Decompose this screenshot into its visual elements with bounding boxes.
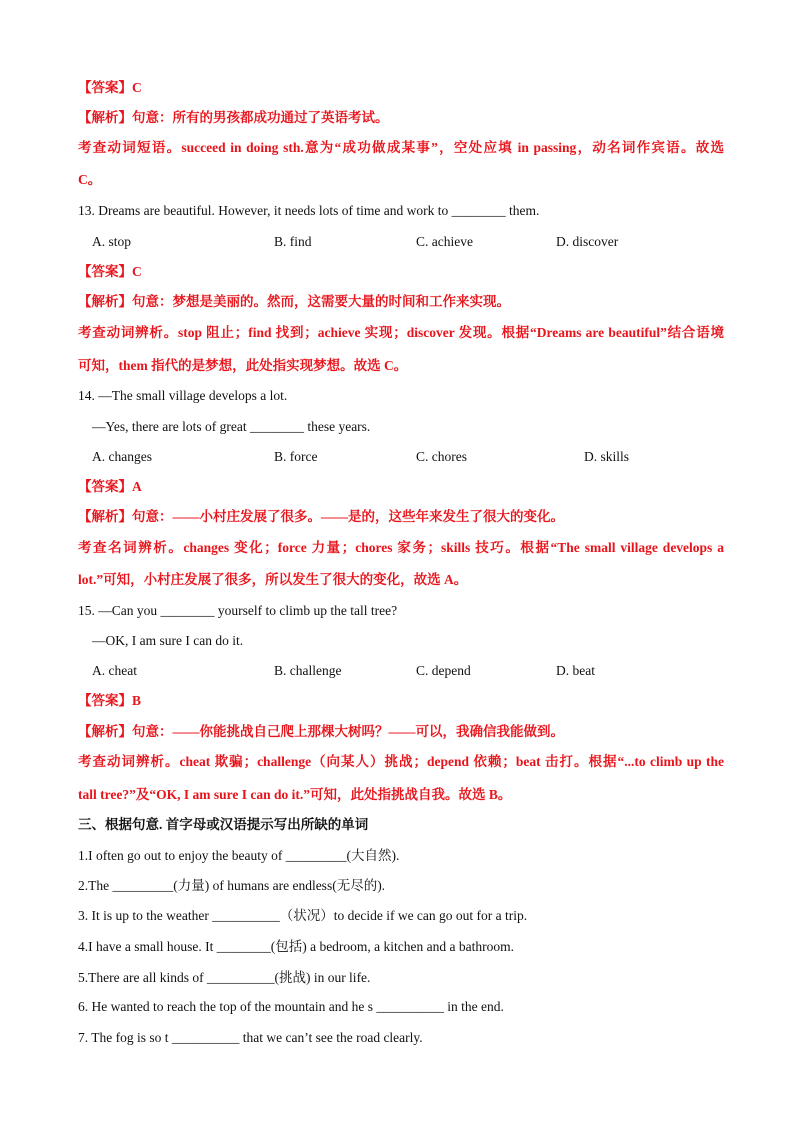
q15-answer: 【答案】B [78, 693, 142, 708]
fill-item-6: 6. He wanted to reach the top of the mountain and he s __________ in the end. [78, 999, 504, 1014]
q15-question: 15. —Can you ________ yourself to climb up the tall tree? [78, 603, 398, 618]
fill-item-4: 4.I have a small house. It ________(包括) a bedroom, a kitchen and a bathroom. [78, 939, 515, 954]
q14-explanation-line1: 考查名词辨析。changes 变化；force 力量；chores 家务；skills 技巧。根据“The small village develops a [78, 540, 724, 555]
q14-explanation-line2: lot.”可知，小村庄发展了很多，所以发生了很大的变化，故选 A。 [78, 572, 468, 587]
q12-analysis: 【解析】句意：所有的男孩都成功通过了英语考试。 [78, 110, 389, 125]
q14-answer: 【答案】A [78, 479, 142, 494]
q15-option-a: A. cheat [92, 663, 137, 678]
q15-explanation-line2: tall tree?”及“OK, I am sure I can do it.”可知，此处指挑战自我。故选 B。 [78, 787, 512, 802]
q14-analysis: 【解析】句意：——小村庄发展了很多。——是的，这些年来发生了很大的变化。 [78, 509, 564, 524]
q14-option-b: B. force [274, 449, 318, 464]
q12-explanation-line2: C。 [78, 172, 102, 187]
q14-question: 14. —The small village develops a lot. [78, 388, 288, 403]
fill-item-3: 3. It is up to the weather __________（状况）to decide if we can go out for a trip. [78, 908, 528, 923]
q13-question: 13. Dreams are beautiful. However, it needs lots of time and work to ________ them. [78, 203, 540, 218]
q13-option-d: D. discover [556, 234, 619, 249]
q14-option-d: D. skills [584, 449, 630, 464]
fill-item-2: 2.The _________(力量) of humans are endless(无尽的). [78, 878, 386, 893]
q13-analysis: 【解析】句意：梦想是美丽的。然而，这需要大量的时间和工作来实现。 [78, 294, 510, 309]
q14-question-reply: —Yes, there are lots of great ________ these years. [92, 419, 371, 434]
q13-option-c: C. achieve [416, 234, 473, 249]
q13-option-b: B. find [274, 234, 312, 249]
q12-explanation-line1: 考查动词短语。succeed in doing sth.意为“成功做成某事”，空处应填 in passing，动名词作宾语。故选 [78, 140, 724, 155]
q14-option-c: C. chores [416, 449, 467, 464]
section-3-heading: 三、根据句意. 首字母或汉语提示写出所缺的单词 [78, 817, 369, 832]
fill-item-7: 7. The fog is so t __________ that we can’t see the road clearly. [78, 1030, 423, 1045]
q12-answer: 【答案】C [78, 80, 142, 95]
fill-item-1: 1.I often go out to enjoy the beauty of _________(大自然). [78, 848, 400, 863]
q15-question-reply: —OK, I am sure I can do it. [92, 633, 244, 648]
q15-option-d: D. beat [556, 663, 595, 678]
q13-explanation-line1: 考查动词辨析。stop 阻止；find 找到；achieve 实现；discover 发现。根据“Dreams are beautiful”结合语境 [78, 325, 724, 340]
q13-option-a: A. stop [92, 234, 132, 249]
q15-option-c: C. depend [416, 663, 471, 678]
q13-explanation-line2: 可知，them 指代的是梦想，此处指实现梦想。故选 C。 [78, 358, 408, 373]
q13-answer: 【答案】C [78, 264, 142, 279]
q15-explanation-line1: 考查动词辨析。cheat 欺骗；challenge（向某人）挑战；depend 依赖；beat 击打。根据“...to climb up the [78, 754, 724, 769]
q14-option-a: A. changes [92, 449, 152, 464]
q15-analysis: 【解析】句意：——你能挑战自己爬上那棵大树吗？——可以，我确信我能做到。 [78, 724, 564, 739]
fill-item-5: 5.There are all kinds of __________(挑战) in our life. [78, 970, 371, 985]
q15-option-b: B. challenge [274, 663, 342, 678]
